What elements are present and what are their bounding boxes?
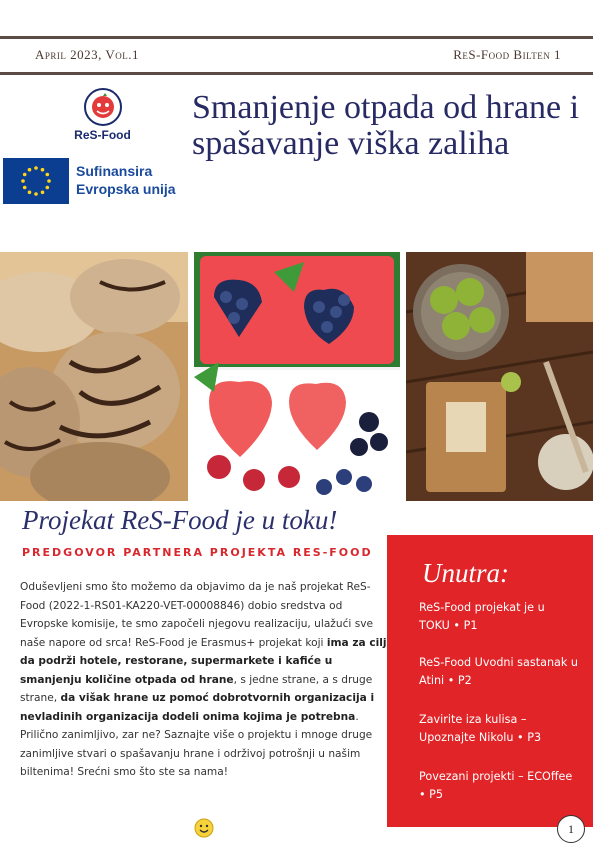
article-subhead: PREDGOVOR PARTNERA PROJEKTA RES-FOOD <box>22 546 373 559</box>
bulletin-name: ReS-Food Bilten 1 <box>453 47 561 62</box>
eu-flag-icon <box>3 158 69 204</box>
photo-cookies <box>0 252 188 501</box>
page-title: Smanjenje otpada od hrane i spašavanje viška zaliha <box>192 89 580 162</box>
eu-funding-text <box>76 162 176 198</box>
article-bold-1: ima za cilj da podrži hotele, restorane, supermarkete i kafiće u smanjenju količine otpada od hrane <box>20 636 387 686</box>
article-title: Projekat ReS-Food je u toku! <box>22 505 338 535</box>
article-bold-2: da višak hrane uz pomoć dobrotvornih organizacija i nevladinih organizacija dodeli onima kojima je potrebna <box>20 692 375 723</box>
article-text-1: Oduševljeni smo što možemo da objavimo da je naš projekat ReS-Food (2022-1-RS01-KA220-VET-00008846) dobio sredstva od Evropske komisije, te smo započeli njegovu realizaciju, ulažući sve naše napore od srca! ReS-Food je Erasmus+ projekat koji <box>20 581 374 649</box>
smiley-icon <box>194 818 214 838</box>
sidebar-item-p1[interactable]: ReS-Food projekat je u TOKU • P1 <box>419 601 545 632</box>
res-food-logo-icon <box>84 88 122 126</box>
sidebar-item-p3[interactable]: Zavirite iza kulisa – Upoznajte Nikolu • P3 <box>419 713 542 744</box>
page-number: 1 <box>557 815 585 843</box>
inside-sidebar <box>387 535 593 827</box>
article-body <box>20 578 388 782</box>
sidebar-item-p2[interactable]: ReS-Food Uvodni sastanak u Atini • P2 <box>419 656 579 687</box>
eu-line-1: Sufinansira <box>76 163 153 179</box>
eu-line-2: Evropska unija <box>76 181 176 197</box>
photo-kitchen-table <box>406 252 593 501</box>
issue-date: April 2023, Vol.1 <box>35 47 140 62</box>
photo-watermelon-hearts <box>194 252 400 501</box>
article-text-2: , s jedne strane, a s druge strane, <box>20 673 373 704</box>
header-rule-top <box>0 36 593 39</box>
sidebar-title: Unutra: <box>422 558 509 588</box>
header-rule-bottom <box>0 72 593 75</box>
logo-text: ReS-Food <box>74 128 131 142</box>
res-food-logo <box>55 88 150 142</box>
sidebar-item-p5[interactable]: Povezani projekti – ECOffee • P5 <box>419 770 573 801</box>
article-text-3: . Prilično zanimljivo, zar ne? Saznajte više o projektu i mnoge druge zanimljive stvari o spašavanju hrane i održivoj potrošnji u našim biltenima! Srećni smo što ste sa nama! <box>20 710 373 778</box>
